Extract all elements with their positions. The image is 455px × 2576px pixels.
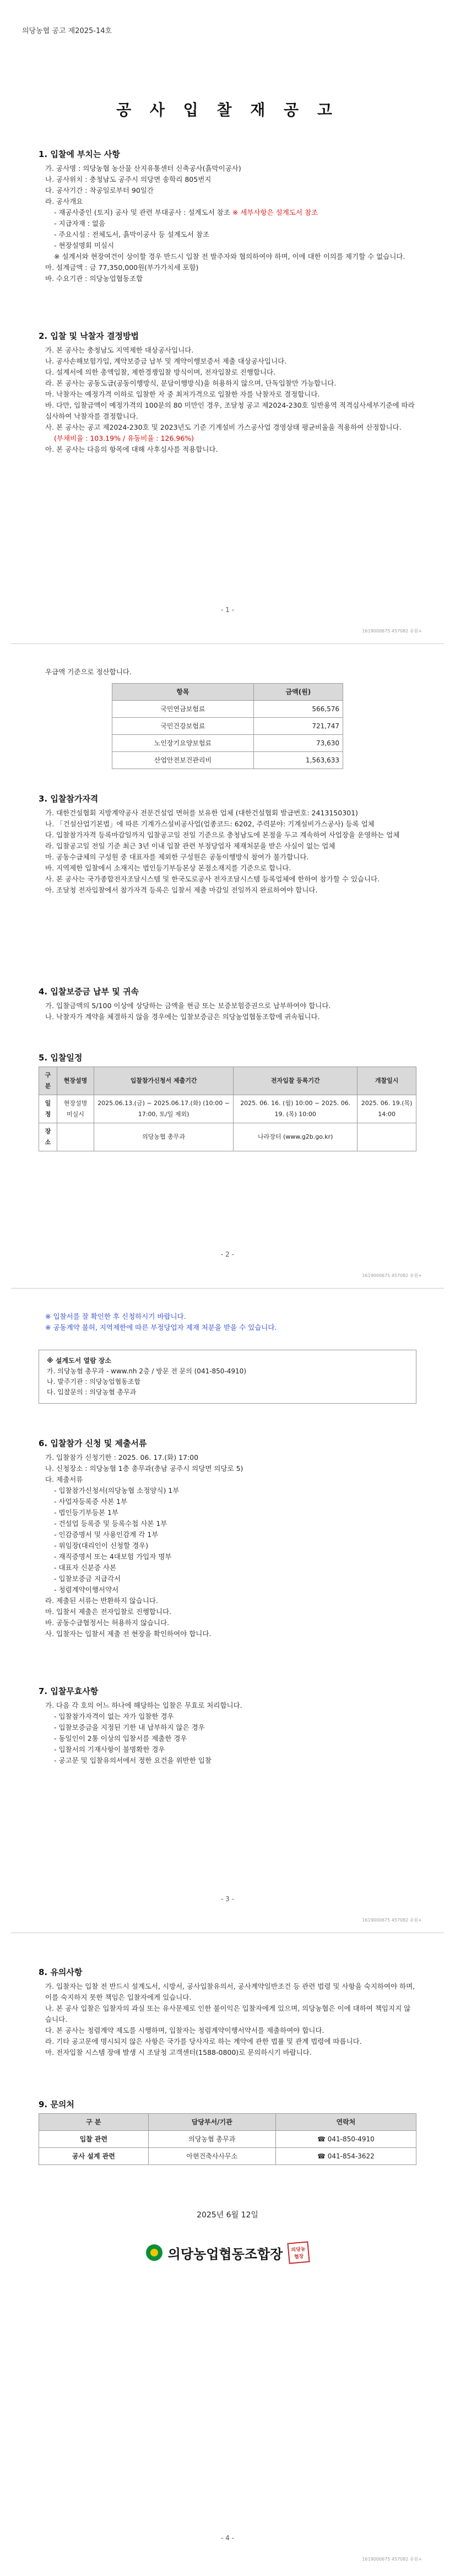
section-2-continued — [39, 667, 416, 769]
schedule-table — [39, 1067, 416, 1151]
table-row — [39, 1123, 416, 1151]
s3-line: 가. 대한건설협회 지방계약공사 전문건설업 면허를 보유한 업체 (대한건설협회 발급번호: 2413150301) — [45, 809, 358, 817]
contact-box-wrap — [39, 1350, 416, 1404]
s1-line: 가. 공사명 : 의당농협 농산물 산지유통센터 신축공사(흙막이공사) — [45, 164, 241, 172]
official-seal-icon: 의당농협장 — [288, 2241, 310, 2264]
issuer-block — [0, 2242, 455, 2263]
table-cell: ☎ 041-854-3622 — [275, 2148, 416, 2165]
table-cell: 현장설명 미실시 — [57, 1095, 94, 1123]
s1-line: 바. 수요기관 : 의당농업협동조합 — [45, 274, 143, 283]
section-4-title: 4. 입찰보증금 납부 및 귀속 — [39, 987, 139, 997]
table-cell: 장 소 — [39, 1123, 57, 1151]
table-cell: 아현건축사사무소 — [148, 2148, 275, 2165]
page-divider — [11, 643, 444, 644]
section-6-title: 6. 입찰참가 신청 및 제출서류 — [39, 1438, 147, 1448]
issuer-name: 의당농업협동조합장 — [167, 2246, 283, 2262]
s2-highlight: (부채비율 : 103.19% / 유동비율 : 126.96%) — [54, 434, 194, 442]
table-cell — [57, 1123, 94, 1151]
section-8-title: 8. 유의사항 — [39, 1967, 83, 1977]
table-cell: 의당농협 총무과 — [94, 1123, 233, 1151]
page-4 — [0, 1934, 455, 2576]
s1-line: - 지급자재 : 없음 — [54, 219, 106, 228]
s6-line: - 청렴계약이행서약서 — [54, 1585, 119, 1594]
s6-line: 라. 제출된 서류는 반환하지 않습니다. — [45, 1597, 158, 1605]
table-cell: 2025. 06. 16. (월) 10:00 ~ 2025. 06. 19. (목) 10:00 — [234, 1095, 358, 1123]
s6-line: 다. 제출서류 — [45, 1475, 83, 1484]
section-7-title: 7. 입찰무효사항 — [39, 1686, 99, 1696]
s1-highlight: ※ 세부사항은 설계도서 참조 — [232, 208, 318, 217]
table-cell: 73,630 — [253, 735, 343, 752]
section-1-title: 1. 입찰에 부치는 사항 — [39, 149, 120, 159]
table-cell: 공사 설계 관련 — [39, 2148, 149, 2165]
s7-line: - 입찰서의 기재사항이 불명확한 경우 — [54, 1745, 165, 1754]
table-cell: 국민건강보험료 — [112, 718, 254, 735]
s8-line: 마. 전자입찰 시스템 장애 발생 시 조달청 고객센터(1588-0800)로 문의하시기 바랍니다. — [45, 2048, 312, 2057]
nh-logo-icon — [146, 2244, 162, 2261]
contact-table — [39, 2113, 416, 2165]
document-id: 1619000675 457082 유원+ — [362, 1273, 422, 1278]
info-box-line: 가. 의당농협 총무과 - www.nh 2층 / 방문 전 문의 (041-850-4910) — [47, 1367, 246, 1375]
s7-line: - 동일인이 2통 이상의 입찰서를 제출한 경우 — [54, 1734, 187, 1742]
s3-line: 라. 입찰공고일 전일 기준 최근 3년 이내 입찰 관련 부정당업자 제재처분을 받은 사실이 없는 업체 — [45, 842, 335, 850]
table-cell: 721,747 — [253, 718, 343, 735]
section-1 — [39, 149, 416, 284]
s2-line: 바. 다만, 입찰금액이 예정가격의 100분의 80 미만인 경우, 조달청 공고 제2024-230호 일반용역 적격심사세부기준에 따라 심사하여 낙찰자를 결정합니다. — [45, 401, 415, 420]
table-cell: 나라장터 (www.g2b.go.kr) — [234, 1123, 358, 1151]
s6-line: 바. 공동수급협정서는 허용하지 않습니다. — [45, 1619, 170, 1627]
table-header: 현장설명 — [57, 1067, 94, 1095]
info-box-line: 다. 입찰문의 : 의당농협 총무과 — [47, 1388, 137, 1396]
page-number: - 1 - — [221, 606, 234, 614]
info-box-line: 나. 발주기관 : 의당농업협동조합 — [47, 1378, 140, 1386]
s2-line: 라. 본 공사는 공동도급(공동이행방식, 분담이행방식)을 허용하지 않으며, 단독입찰만 가능합니다. — [45, 379, 337, 387]
page-number: - 2 - — [221, 1251, 234, 1258]
table-cell: ☎ 041-850-4910 — [275, 2131, 416, 2148]
s6-line: - 인감증명서 및 사용인감계 각 1부 — [54, 1530, 159, 1539]
table-cell: 2025.06.13.(금) ~ 2025.06.17.(화) (10:00 ~ 17:00, 토/일 제외) — [94, 1095, 233, 1123]
table-cell: 산업안전보건관리비 — [112, 752, 254, 769]
s6-line: - 위임장(대리인이 신청할 경우) — [54, 1541, 149, 1550]
table-header: 입찰참가신청서 제출기간 — [94, 1067, 233, 1095]
s1-line-text: - 재공사중인 (토지) 공사 및 관련 부대공사 : 설계도서 참조 — [54, 208, 230, 217]
section-2-title: 2. 입찰 및 낙찰자 결정방법 — [39, 331, 139, 341]
document-id: 1619000675 457082 유원+ — [362, 1918, 422, 1923]
table-row — [39, 2131, 416, 2148]
section-3 — [39, 793, 416, 896]
section-5-title: 5. 입찰일정 — [39, 1053, 83, 1063]
s6-line: 가. 입찰참가 신청기한 : 2025. 06. 17.(화) 17:00 — [45, 1453, 199, 1462]
table-header: 구 분 — [39, 2114, 149, 2131]
s7-line: - 입찰참가자격이 없는 자가 입찰한 경우 — [54, 1712, 174, 1720]
note-line: ※ 입찰서를 잘 확인한 후 신청하시기 바랍니다. — [45, 1312, 186, 1321]
table-cell: 일 정 — [39, 1095, 57, 1123]
s6-line: - 법인등기부등본 1부 — [54, 1508, 119, 1517]
s3-line: 바. 지역제한 입찰에서 소재지는 법인등기부등본상 본점소재지를 기준으로 합니다. — [45, 864, 291, 872]
table-cell: 입찰 관련 — [39, 2131, 149, 2148]
s4-line: 나. 낙찰자가 계약을 체결하지 않을 경우에는 입찰보증금은 의당농업협동조합에 귀속됩니다. — [45, 1013, 320, 1021]
notes — [39, 1311, 416, 1333]
table-cell: 566,576 — [253, 701, 343, 718]
insurance-table — [112, 683, 343, 769]
page-number: - 3 - — [221, 1895, 234, 1903]
table-caption: 우급액 기준으로 정산합니다. — [45, 668, 132, 676]
s2-line: 가. 본 공사는 충청남도 지역제한 대상공사입니다. — [45, 346, 194, 354]
s6-line: 마. 입찰서 제출은 전자입찰로 진행합니다. — [45, 1608, 172, 1616]
s4-line: 가. 입찰금액의 5/100 이상에 상당하는 금액을 현금 또는 보증보험증권으로 납부하여야 합니다. — [45, 1002, 331, 1010]
s2-line: 아. 본 공사는 다음의 항목에 대해 사후심사를 적용합니다. — [45, 445, 218, 453]
document-id: 1619000675 457082 유원+ — [362, 2557, 422, 2562]
s3-line: 마. 공동수급체의 구성원 중 대표자를 제외한 구성원은 공동이행방식 참여가 불가합니다. — [45, 853, 309, 861]
s8-line: 가. 입찰자는 입찰 전 반드시 설계도서, 시방서, 공사입찰유의서, 공사계약일반조건 등 관련 법령 및 사항을 숙지하여야 하며, 이를 숙지하지 못한 책임은 입찰자에게 있습니다. — [45, 1982, 415, 2001]
s6-line: 나. 신청장소 : 의당농협 1층 총무과(충남 공주시 의당면 의당로 5) — [45, 1464, 243, 1473]
notice-number: 의당농협 공고 제2025-14호 — [22, 27, 112, 35]
table-cell: 의당농협 총무과 — [148, 2131, 275, 2148]
table-header: 개찰일시 — [358, 1067, 416, 1095]
table-row — [112, 701, 343, 718]
info-box-line: ※ 설계도서 열람 장소 — [47, 1357, 111, 1365]
table-cell: 2025. 06. 19.(목) 14:00 — [358, 1095, 416, 1123]
section-4 — [39, 986, 416, 1022]
s7-line: - 입찰보증금을 지정된 기한 내 납부하지 않은 경우 — [54, 1723, 205, 1731]
s1-line: 나. 공사위치 : 충청남도 공주시 의당면 송학리 805번지 — [45, 175, 212, 183]
s1-line: 마. 설계금액 : 금 77,350,000원(부가가치세 포함) — [45, 263, 199, 272]
section-5 — [39, 1052, 416, 1151]
table-cell: 국민연금보험료 — [112, 701, 254, 718]
s1-line: - 현장설명회 미실시 — [54, 241, 115, 250]
s1-line: 라. 공사개요 — [45, 197, 83, 205]
table-row — [112, 735, 343, 752]
table-cell — [358, 1123, 416, 1151]
table-row — [112, 718, 343, 735]
s2-line: 사. 본 공사는 공고 제2024-230호 및 2023년도 기준 기계설비 가스공사업 경영상태 평균비율을 적용하여 산정합니다. — [45, 423, 402, 431]
s6-line: - 건설업 등록증 및 등록수첩 사본 1부 — [54, 1519, 167, 1528]
section-7 — [39, 1686, 416, 1766]
s3-line: 다. 입찰참가자격 등록마감일까지 입찰공고일 전일 기준으로 충청남도에 본점을 두고 계속하여 사업장을 운영하는 업체 — [45, 831, 400, 839]
s3-line: 사. 본 공사는 국가종합전자조달시스템 및 한국도로공사 전자조달시스템 등록업체에 한하여 참가할 수 있습니다. — [45, 875, 380, 883]
table-header: 담당부서/기관 — [148, 2114, 275, 2131]
s1-line — [39, 207, 416, 218]
document-id: 1619000675 457082 유원+ — [362, 629, 422, 634]
page-1 — [0, 0, 455, 645]
table-header: 구 분 — [39, 1067, 57, 1095]
s6-line: - 입찰보증금 지급각서 — [54, 1574, 121, 1583]
table-row — [39, 1095, 416, 1123]
page-2 — [0, 645, 455, 1289]
s6-line: - 재직증명서 또는 4대보험 가입자 명부 — [54, 1552, 172, 1561]
s8-line: 라. 기타 공고문에 명시되지 않은 사항은 국가를 당사자로 하는 계약에 관한 법률 및 관계 법령에 따릅니다. — [45, 2037, 362, 2045]
section-9-title: 9. 문의처 — [39, 2099, 74, 2109]
table-row — [112, 752, 343, 769]
table-cell: 노인장기요양보험료 — [112, 735, 254, 752]
s6-line: - 사업자등록증 사본 1부 — [54, 1497, 128, 1506]
note-line: ※ 공동계약 불허, 지역제한에 따른 부정당업자 제재 처분을 받을 수 있습니다. — [45, 1323, 277, 1332]
section-8 — [39, 1967, 416, 2058]
notice-date: 2025년 6월 12일 — [197, 2211, 258, 2220]
s1-line: ※ 설계서와 현장여건이 상이할 경우 반드시 입찰 전 발주자와 협의하여야 하며, 이에 대한 이의를 제기할 수 없습니다. — [54, 252, 405, 261]
s1-line: 다. 공사기간 : 착공일로부터 90일간 — [45, 186, 154, 194]
s2-line: 마. 낙찰자는 예정가격 이하로 입찰한 자 중 최저가격으로 입찰한 자를 낙찰자로 결정합니다. — [45, 390, 320, 398]
s6-line: - 입찰참가신청서(의당농협 소정양식) 1부 — [54, 1486, 180, 1495]
document-title: 공 사 입 찰 재 공 고 — [116, 101, 339, 119]
s6-line: - 대표자 신분증 사본 — [54, 1563, 117, 1572]
s6-line: 사. 입찰자는 입찰서 제출 전 현장을 확인하여야 합니다. — [45, 1630, 212, 1638]
s7-line: - 공고문 및 입찰유의서에서 정한 요건을 위반한 입찰 — [54, 1756, 212, 1765]
table-header: 연락처 — [275, 2114, 416, 2131]
s7-line: 가. 다음 각 호의 어느 하나에 해당하는 입찰은 무효로 처리합니다. — [45, 1701, 242, 1709]
s2-line: 다. 설계서에 의한 총액입찰, 제한경쟁입찰 방식이며, 전자입찰로 진행합니다. — [45, 368, 276, 376]
s2-line: 나. 공사손해보험가입, 계약보증금 납부 및 계약이행보증서 제출 대상공사입니다. — [45, 357, 287, 365]
section-2 — [39, 331, 416, 455]
table-header: 금액(원) — [253, 684, 343, 701]
page-number: - 4 - — [221, 2534, 234, 2542]
page-3 — [0, 1289, 455, 1934]
table-header: 전자입찰 등록기간 — [234, 1067, 358, 1095]
section-9 — [39, 2099, 416, 2165]
s3-line: 나. 「건설산업기본법」에 따른 기계가스설비공사업(업종코드: 6202, 주력분야: 기계설비가스공사) 등록 업체 — [45, 820, 375, 828]
table-header: 항목 — [112, 684, 254, 701]
s1-line: - 주요시설 : 전체도서, 흙막이공사 등 설계도서 참조 — [54, 230, 210, 239]
info-box — [39, 1350, 416, 1404]
table-cell: 1,563,633 — [253, 752, 343, 769]
section-6 — [39, 1438, 416, 1639]
s3-line: 아. 조달청 전자입찰에서 참가자격 등록은 입찰서 제출 마감일 전일까지 완료하여야 합니다. — [45, 886, 318, 894]
section-3-title: 3. 입찰참가자격 — [39, 794, 99, 804]
table-row — [39, 2148, 416, 2165]
page-divider — [11, 1288, 444, 1289]
s8-line: 다. 본 공사는 청렴계약 제도를 시행하며, 입찰자는 청렴계약이행서약서를 제출하여야 합니다. — [45, 2026, 324, 2034]
s8-line: 나. 본 공사 입찰은 입찰자의 과실 또는 유사문제로 인한 불이익은 입찰자에게 있으며, 의당농협은 이에 대하여 책임지지 않습니다. — [45, 2004, 411, 2023]
